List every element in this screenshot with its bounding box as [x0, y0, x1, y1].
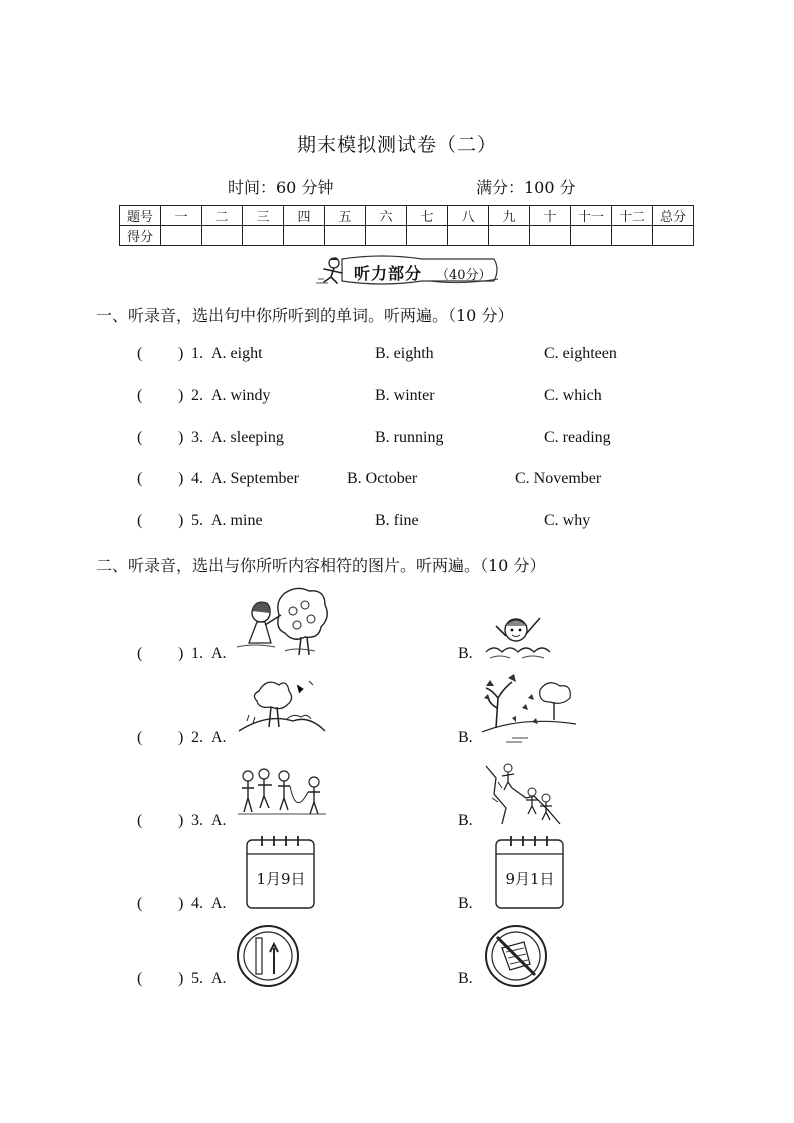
section-1-title: 一、听录音，选出句中你所听到的单词。听两遍。（10 分）	[96, 306, 514, 325]
listening-title: 听力部分	[354, 264, 423, 283]
option-c: C. November	[515, 470, 602, 487]
people-climbing-mountain-icon	[482, 758, 564, 828]
option-a: A.	[211, 812, 227, 829]
option-a: A. September	[211, 470, 299, 487]
answer-bracket-open[interactable]: (	[137, 645, 143, 662]
table-cell: 得分	[120, 226, 161, 246]
table-cell: 题号	[120, 206, 161, 226]
answer-bracket-open[interactable]: (	[137, 812, 143, 829]
question-number: 2.	[191, 387, 203, 404]
question-number: 1.	[191, 645, 203, 662]
calendar-icon	[495, 834, 565, 910]
answer-bracket-open[interactable]: (	[137, 512, 143, 529]
option-c: C. why	[544, 512, 591, 529]
autumn-leaves-icon	[482, 668, 577, 746]
option-b: B. running	[375, 429, 444, 446]
option-c: C. which	[544, 387, 602, 404]
boy-swimming-icon	[482, 608, 554, 664]
table-cell: 总分	[653, 206, 694, 226]
score-input-cell[interactable]	[407, 226, 448, 246]
section-2-title: 二、听录音，选出与你所听内容相符的图片。听两遍。（10 分）	[96, 556, 546, 575]
score-input-cell[interactable]	[161, 226, 202, 246]
option-a: A.	[211, 970, 227, 987]
answer-bracket-close: )	[178, 970, 184, 987]
calendar-date-label: 1月9日	[256, 870, 306, 888]
answer-bracket-open[interactable]: (	[137, 729, 143, 746]
listening-score: （40分）	[436, 268, 492, 283]
answer-bracket-open[interactable]: (	[137, 970, 143, 987]
table-cell: 七	[407, 206, 448, 226]
score-input-cell[interactable]	[284, 226, 325, 246]
score-input-cell[interactable]	[571, 226, 612, 246]
option-b: B. October	[347, 470, 418, 487]
option-a: A.	[211, 895, 227, 912]
question-number: 1.	[191, 345, 203, 362]
score-input-cell[interactable]	[489, 226, 530, 246]
question-number: 5.	[191, 512, 203, 529]
score-input-cell[interactable]	[653, 226, 694, 246]
score-input-cell[interactable]	[530, 226, 571, 246]
option-b: B.	[458, 729, 473, 746]
question-number: 3.	[191, 812, 203, 829]
exam-time: 时间：60 分钟	[228, 178, 334, 197]
running-child-icon	[314, 256, 348, 286]
answer-bracket-open[interactable]: (	[137, 895, 143, 912]
score-table-header-row	[120, 206, 694, 226]
no-littering-sign-icon	[484, 924, 548, 988]
score-input-cell[interactable]	[325, 226, 366, 246]
table-cell: 四	[284, 206, 325, 226]
table-cell: 三	[243, 206, 284, 226]
table-cell: 六	[366, 206, 407, 226]
option-b: B.	[458, 812, 473, 829]
option-b: B. winter	[375, 387, 435, 404]
table-cell: 一	[161, 206, 202, 226]
page-title: 期末模拟测试卷（二）	[296, 134, 497, 156]
option-a: A. sleeping	[211, 429, 284, 446]
question-number: 3.	[191, 429, 203, 446]
question-number: 5.	[191, 970, 203, 987]
score-table-score-row	[120, 226, 694, 246]
option-b: B.	[458, 645, 473, 662]
table-cell: 九	[489, 206, 530, 226]
option-a: A.	[211, 729, 227, 746]
answer-bracket-close: )	[178, 429, 184, 446]
spring-tree-icon	[237, 675, 327, 735]
score-input-cell[interactable]	[612, 226, 653, 246]
question-number: 4.	[191, 895, 203, 912]
score-input-cell[interactable]	[243, 226, 284, 246]
score-input-cell[interactable]	[366, 226, 407, 246]
table-cell: 八	[448, 206, 489, 226]
score-input-cell[interactable]	[448, 226, 489, 246]
answer-bracket-close: )	[178, 812, 184, 829]
answer-bracket-open[interactable]: (	[137, 387, 143, 404]
option-b: B. fine	[375, 512, 419, 529]
option-b: B.	[458, 970, 473, 987]
table-cell: 十一	[571, 206, 612, 226]
option-c: C. eighteen	[544, 345, 617, 362]
keep-right-sign-icon	[236, 924, 300, 988]
answer-bracket-open[interactable]: (	[137, 470, 143, 487]
answer-bracket-close: )	[178, 645, 184, 662]
option-c: C. reading	[544, 429, 611, 446]
answer-bracket-open[interactable]: (	[137, 345, 143, 362]
table-cell: 二	[202, 206, 243, 226]
answer-bracket-close: )	[178, 729, 184, 746]
answer-bracket-close: )	[178, 512, 184, 529]
question-number: 2.	[191, 729, 203, 746]
answer-bracket-close: )	[178, 387, 184, 404]
table-cell: 十	[530, 206, 571, 226]
score-input-cell[interactable]	[202, 226, 243, 246]
score-table	[119, 205, 694, 246]
girl-picking-apples-icon	[235, 585, 330, 660]
answer-bracket-close: )	[178, 470, 184, 487]
listening-section-banner	[312, 255, 502, 287]
full-score: 满分：100 分	[476, 178, 576, 197]
option-a: A.	[211, 645, 227, 662]
calendar-date-label: 9月1日	[505, 870, 555, 888]
question-number: 4.	[191, 470, 203, 487]
table-cell: 五	[325, 206, 366, 226]
answer-bracket-open[interactable]: (	[137, 429, 143, 446]
calendar-icon	[246, 834, 316, 910]
option-b: B.	[458, 895, 473, 912]
table-cell: 十二	[612, 206, 653, 226]
option-a: A. eight	[211, 345, 263, 362]
answer-bracket-close: )	[178, 345, 184, 362]
option-a: A. mine	[211, 512, 263, 529]
children-jumping-rope-icon	[236, 768, 328, 818]
option-b: B. eighth	[375, 345, 434, 362]
option-a: A. windy	[211, 387, 271, 404]
answer-bracket-close: )	[178, 895, 184, 912]
